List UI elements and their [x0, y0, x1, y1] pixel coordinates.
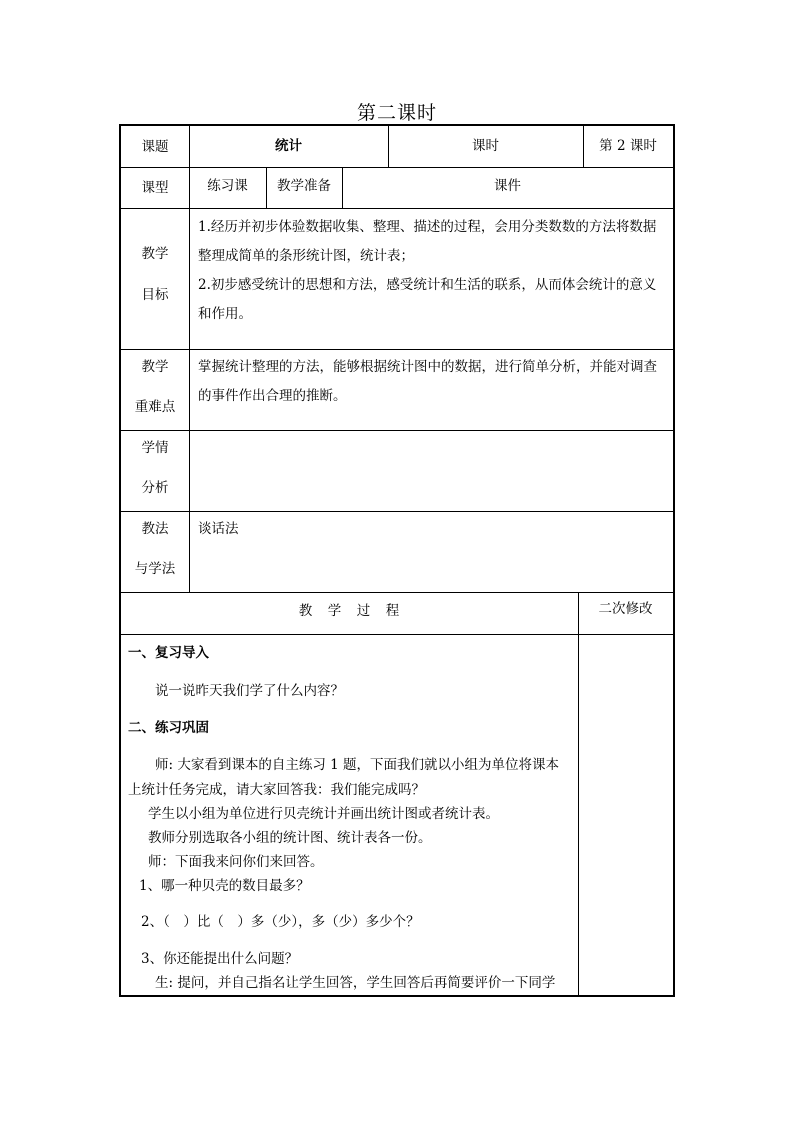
section1-line1: 说一说昨天我们学了什么内容？ — [155, 683, 344, 699]
goals-line3: 2.初步感受统计的思想和方法，感受统计和生活的联系，从而体会统计的意义 — [198, 277, 657, 293]
process-paragraph: 教师分别选取各小组的统计图、统计表各一份。 — [148, 830, 432, 846]
process-question: 1、哪一种贝壳的数目最多？ — [139, 878, 310, 894]
row-divider — [121, 430, 673, 431]
process-paragraph: 师：下面我来问你们来回答。 — [148, 854, 324, 870]
goals-label-line1: 教学 — [141, 246, 169, 262]
section1-title: 一、复习导入 — [128, 645, 209, 661]
analysis-label — [121, 430, 189, 511]
type-label: 课型 — [141, 179, 169, 196]
goals-content — [198, 213, 668, 329]
lesson-plan-table — [119, 124, 675, 997]
analysis-label-line2: 分析 — [141, 480, 169, 496]
process-paragraph: 师: 大家看到课本的自主练习 1 题，下面我们就以小组为单位将课本 — [155, 757, 560, 773]
process-question: 2、（ ）比（ ）多（少），多（少）多少个？ — [141, 914, 420, 930]
lesson-value: 统计 — [275, 137, 302, 154]
process-paragraph: 上统计任务完成，请大家回答我：我们能完成吗？ — [128, 782, 425, 798]
prep-value: 课件 — [494, 177, 521, 194]
methods-content: 谈话法 — [198, 521, 239, 537]
key-points-label — [121, 349, 189, 430]
methods-label-line1: 教法 — [141, 521, 169, 537]
analysis-label-line1: 学情 — [141, 440, 169, 456]
key-points-content — [198, 353, 668, 411]
key-points-line2: 的事件作出合理的推断。 — [198, 388, 347, 404]
methods-label-line2: 与学法 — [134, 561, 176, 577]
page-title: 第二课时 — [356, 102, 437, 124]
row-divider — [121, 208, 673, 209]
type-value: 练习课 — [207, 177, 248, 194]
period-label: 课时 — [472, 137, 499, 154]
goals-label-line2: 目标 — [141, 287, 169, 303]
goals-line1: 1.经历并初步体验数据收集、整理、描述的过程，会用分类数数的方法将数据 — [198, 219, 657, 235]
process-question: 3、你还能提出什么问题？ — [141, 951, 299, 967]
goals-line4: 和作用。 — [198, 306, 252, 322]
prep-label: 教学准备 — [277, 177, 331, 194]
lesson-label: 课题 — [141, 138, 169, 155]
key-points-label-line2: 重难点 — [134, 399, 176, 415]
row-divider — [121, 634, 673, 635]
key-points-label-line1: 教学 — [141, 359, 169, 375]
methods-label — [121, 511, 189, 592]
goals-label — [121, 208, 189, 349]
column-divider — [578, 592, 579, 995]
process-paragraph: 生: 提问，并自己指名让学生回答，学生回答后再简要评价一下同学 — [155, 975, 556, 991]
row-divider — [121, 511, 673, 512]
process-paragraph: 学生以小组为单位进行贝壳统计并画出统计图或者统计表。 — [148, 806, 499, 822]
row-divider — [121, 349, 673, 350]
key-points-line1: 掌握统计整理的方法，能够根据统计图中的数据，进行简单分析，并能对调查 — [198, 359, 657, 375]
goals-line2: 整理成简单的条形统计图，统计表； — [198, 248, 414, 264]
section2-title: 二、练习巩固 — [128, 720, 209, 736]
revision-header: 二次修改 — [598, 601, 653, 617]
period-value: 第 2 课时 — [599, 137, 657, 154]
process-header: 教 学 过 程 — [298, 603, 401, 619]
